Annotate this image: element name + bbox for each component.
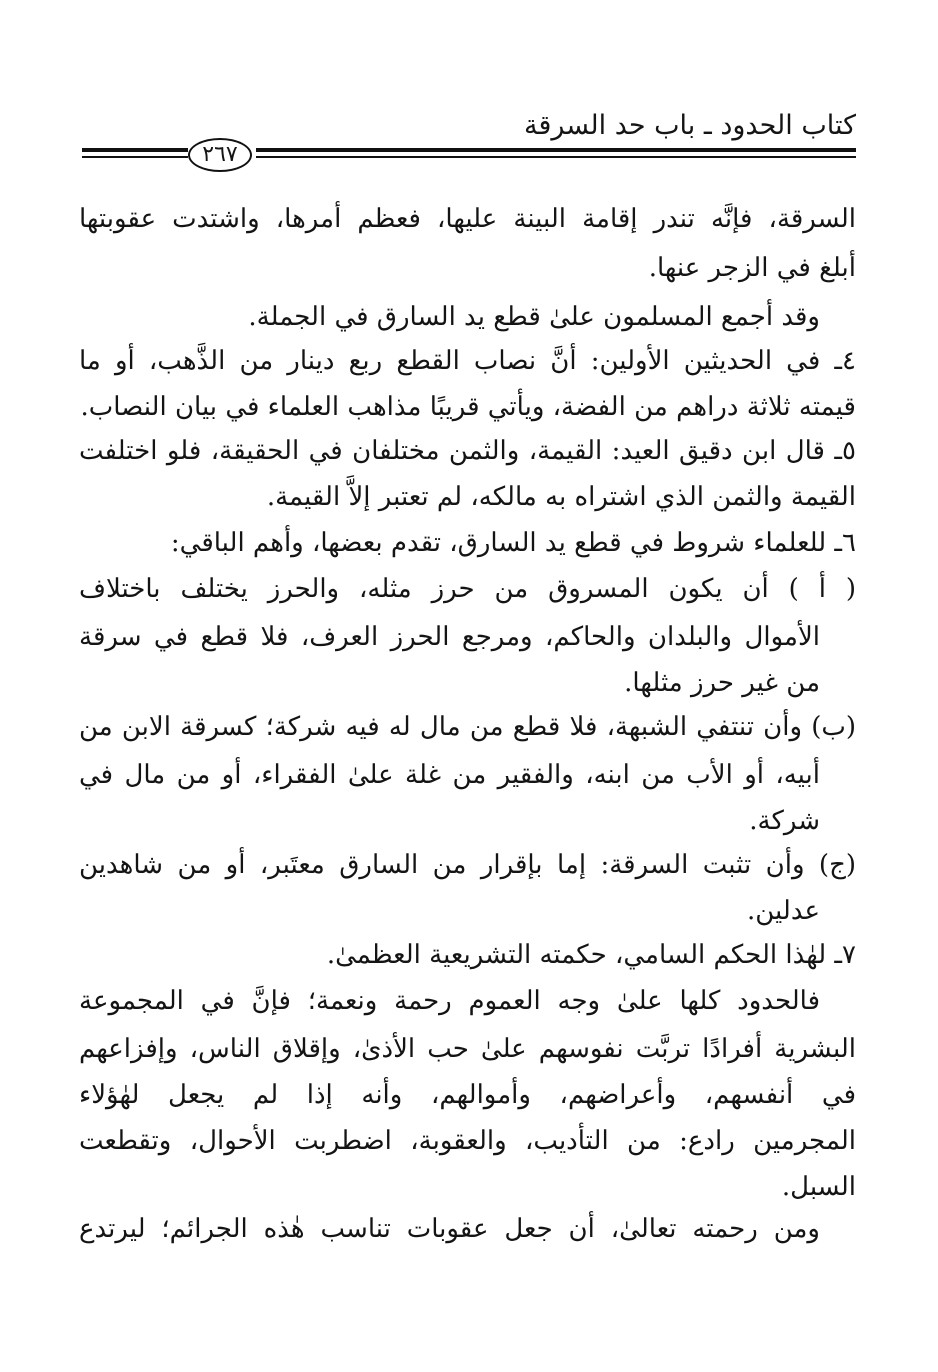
text-line: أبلغ في الزجر عنها. xyxy=(648,253,856,283)
text-line: في أنفسهم، وأعراضهم، وأموالهم، وأنه إذا لم يجعل لهٰؤلاء xyxy=(79,1080,856,1110)
text-line: ٦ـ للعلماء شروط في قطع يد السارق، تقدم بعضها، وأهم الباقي: xyxy=(170,528,856,558)
running-header-title: كتاب الحدود ـ باب حد السرقة xyxy=(524,110,856,141)
header-rule-left-thin xyxy=(82,156,188,158)
text-line: ٤ـ في الحديثين الأولين: أنَّ نصاب القطع ربع دينار من الذَّهب، أو ما xyxy=(79,346,856,376)
text-line: (ج) وأن تثبت السرقة: إما بإقرار من السارق معتَبر، أو من شاهدين xyxy=(79,850,856,880)
text-line: ومن رحمته تعالىٰ، أن جعل عقوبات تناسب هٰذه الجرائم؛ ليرتدع xyxy=(79,1214,820,1244)
text-line: عدلين. xyxy=(747,896,820,926)
text-line: القيمة والثمن الذي اشتراه به مالكه، لم تعتبر إلاَّ القيمة. xyxy=(266,482,856,512)
text-line: الأموال والبلدان والحاكم، ومرجع الحرز العرف، فلا قطع في سرقة xyxy=(79,622,820,652)
text-line: ٥ـ قال ابن دقيق العيد: القيمة، والثمن مختلفان في الحقيقة، فلو اختلفت xyxy=(79,436,856,466)
page-number: ٢٦٧ xyxy=(188,138,252,172)
text-line: من غير حرز مثلها. xyxy=(624,668,820,698)
header-rule-right-thin xyxy=(256,156,856,158)
text-line: أبيه، أو الأب من ابنه، والفقير من غلة علىٰ الفقراء، أو من مال في xyxy=(79,760,820,790)
text-line: قيمته ثلاثة دراهم من الفضة، ويأتي قريبًا مذاهب العلماء في بيان النصاب. xyxy=(80,392,856,422)
header-rule-left-thick xyxy=(82,148,188,152)
text-line: فالحدود كلها علىٰ وجه العموم رحمة ونعمة؛ فإنَّ في المجموعة xyxy=(79,986,820,1016)
text-line: (ب) وأن تنتفي الشبهة، فلا قطع من مال له فيه شركة؛ كسرقة الابن من xyxy=(79,712,856,742)
header-rule-right-thick xyxy=(256,148,856,152)
text-line: شركة. xyxy=(749,806,820,836)
text-line: السبل. xyxy=(781,1172,856,1202)
text-line: المجرمين رادع: من التأديب، والعقوبة، اضطربت الأحوال، وتقطعت xyxy=(79,1126,856,1156)
text-line: وقد أجمع المسلمون علىٰ قطع يد السارق في الجملة. xyxy=(248,302,820,332)
text-line: السرقة، فإنَّه تندر إقامة البينة عليها، فعظم أمرها، واشتدت عقوبتها xyxy=(79,204,856,234)
text-line: ٧ـ لهٰذا الحكم السامي، حكمته التشريعية العظمىٰ. xyxy=(326,940,856,970)
text-line: البشرية أفرادًا تربَّت نفوسهم علىٰ حب الأذىٰ، وإقلاق الناس، وإفزاعهم xyxy=(79,1034,856,1064)
text-line: ( أ ) أن يكون المسروق من حرز مثله، والحرز يختلف باختلاف xyxy=(79,574,856,604)
